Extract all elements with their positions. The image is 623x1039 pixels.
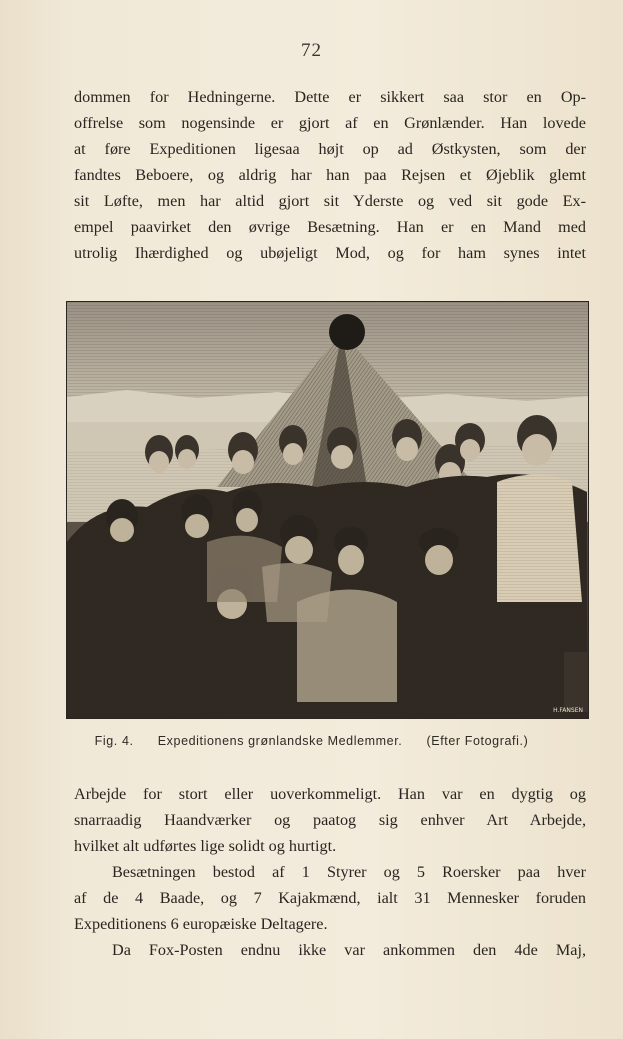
text-line: Arbejde for stort eller uoverkommeligt. Han var en dygtig og — [74, 785, 586, 803]
text-line: utrolig Ihærdighed og ubøjeligt Mod, og for ham synes intet — [74, 244, 586, 262]
text-line: Expeditionens 6 europæiske Deltagere. — [74, 915, 328, 933]
text-line: Da Fox-Posten endnu ikke var ankommen den 4de Maj, — [112, 941, 586, 959]
engraver-signature: H.FANSEN — [553, 707, 583, 714]
group-portrait-engraving — [67, 302, 588, 718]
text-line: offrelse som nogensinde er gjort af en Grønlænder. Han lovede — [74, 114, 586, 132]
text-line: sit Løfte, men har altid gjort sit Yderste og ved sit gode Ex- — [74, 192, 586, 210]
text-line: hvilket alt udførtes lige solidt og hurtigt. — [74, 837, 337, 855]
text-line: at føre Expeditionen ligesaa højt op ad Østkysten, som der — [74, 140, 586, 158]
body-text-top — [74, 84, 586, 266]
page-number: 72 — [301, 40, 322, 61]
body-text-bottom — [74, 781, 586, 963]
caption-text: Expeditionens grønlandske Medlemmer. — [157, 734, 403, 748]
text-line: af de 4 Baade, og 7 Kajakmænd, ialt 31 Mennesker foruden — [74, 889, 586, 907]
caption-label: Fig. 4. — [94, 734, 134, 748]
text-line: empel paavirket den øvrige Besætning. Han er en Mand med — [74, 218, 586, 236]
text-line: snarraadig Haandværker og paatog sig enhver Art Arbejde, — [74, 811, 586, 829]
text-line: Besætningen bestod af 1 Styrer og 5 Roersker paa hver — [112, 863, 586, 881]
figure-caption — [0, 734, 623, 748]
engraving-illustration — [66, 301, 589, 719]
text-line: fandtes Beboere, og aldrig har han paa Rejsen et Øjeblik glemt — [74, 166, 586, 184]
text-line: dommen for Hedningerne. Dette er sikkert saa stor en Op- — [74, 88, 586, 106]
caption-source: (Efter Fotografi.) — [426, 734, 529, 748]
